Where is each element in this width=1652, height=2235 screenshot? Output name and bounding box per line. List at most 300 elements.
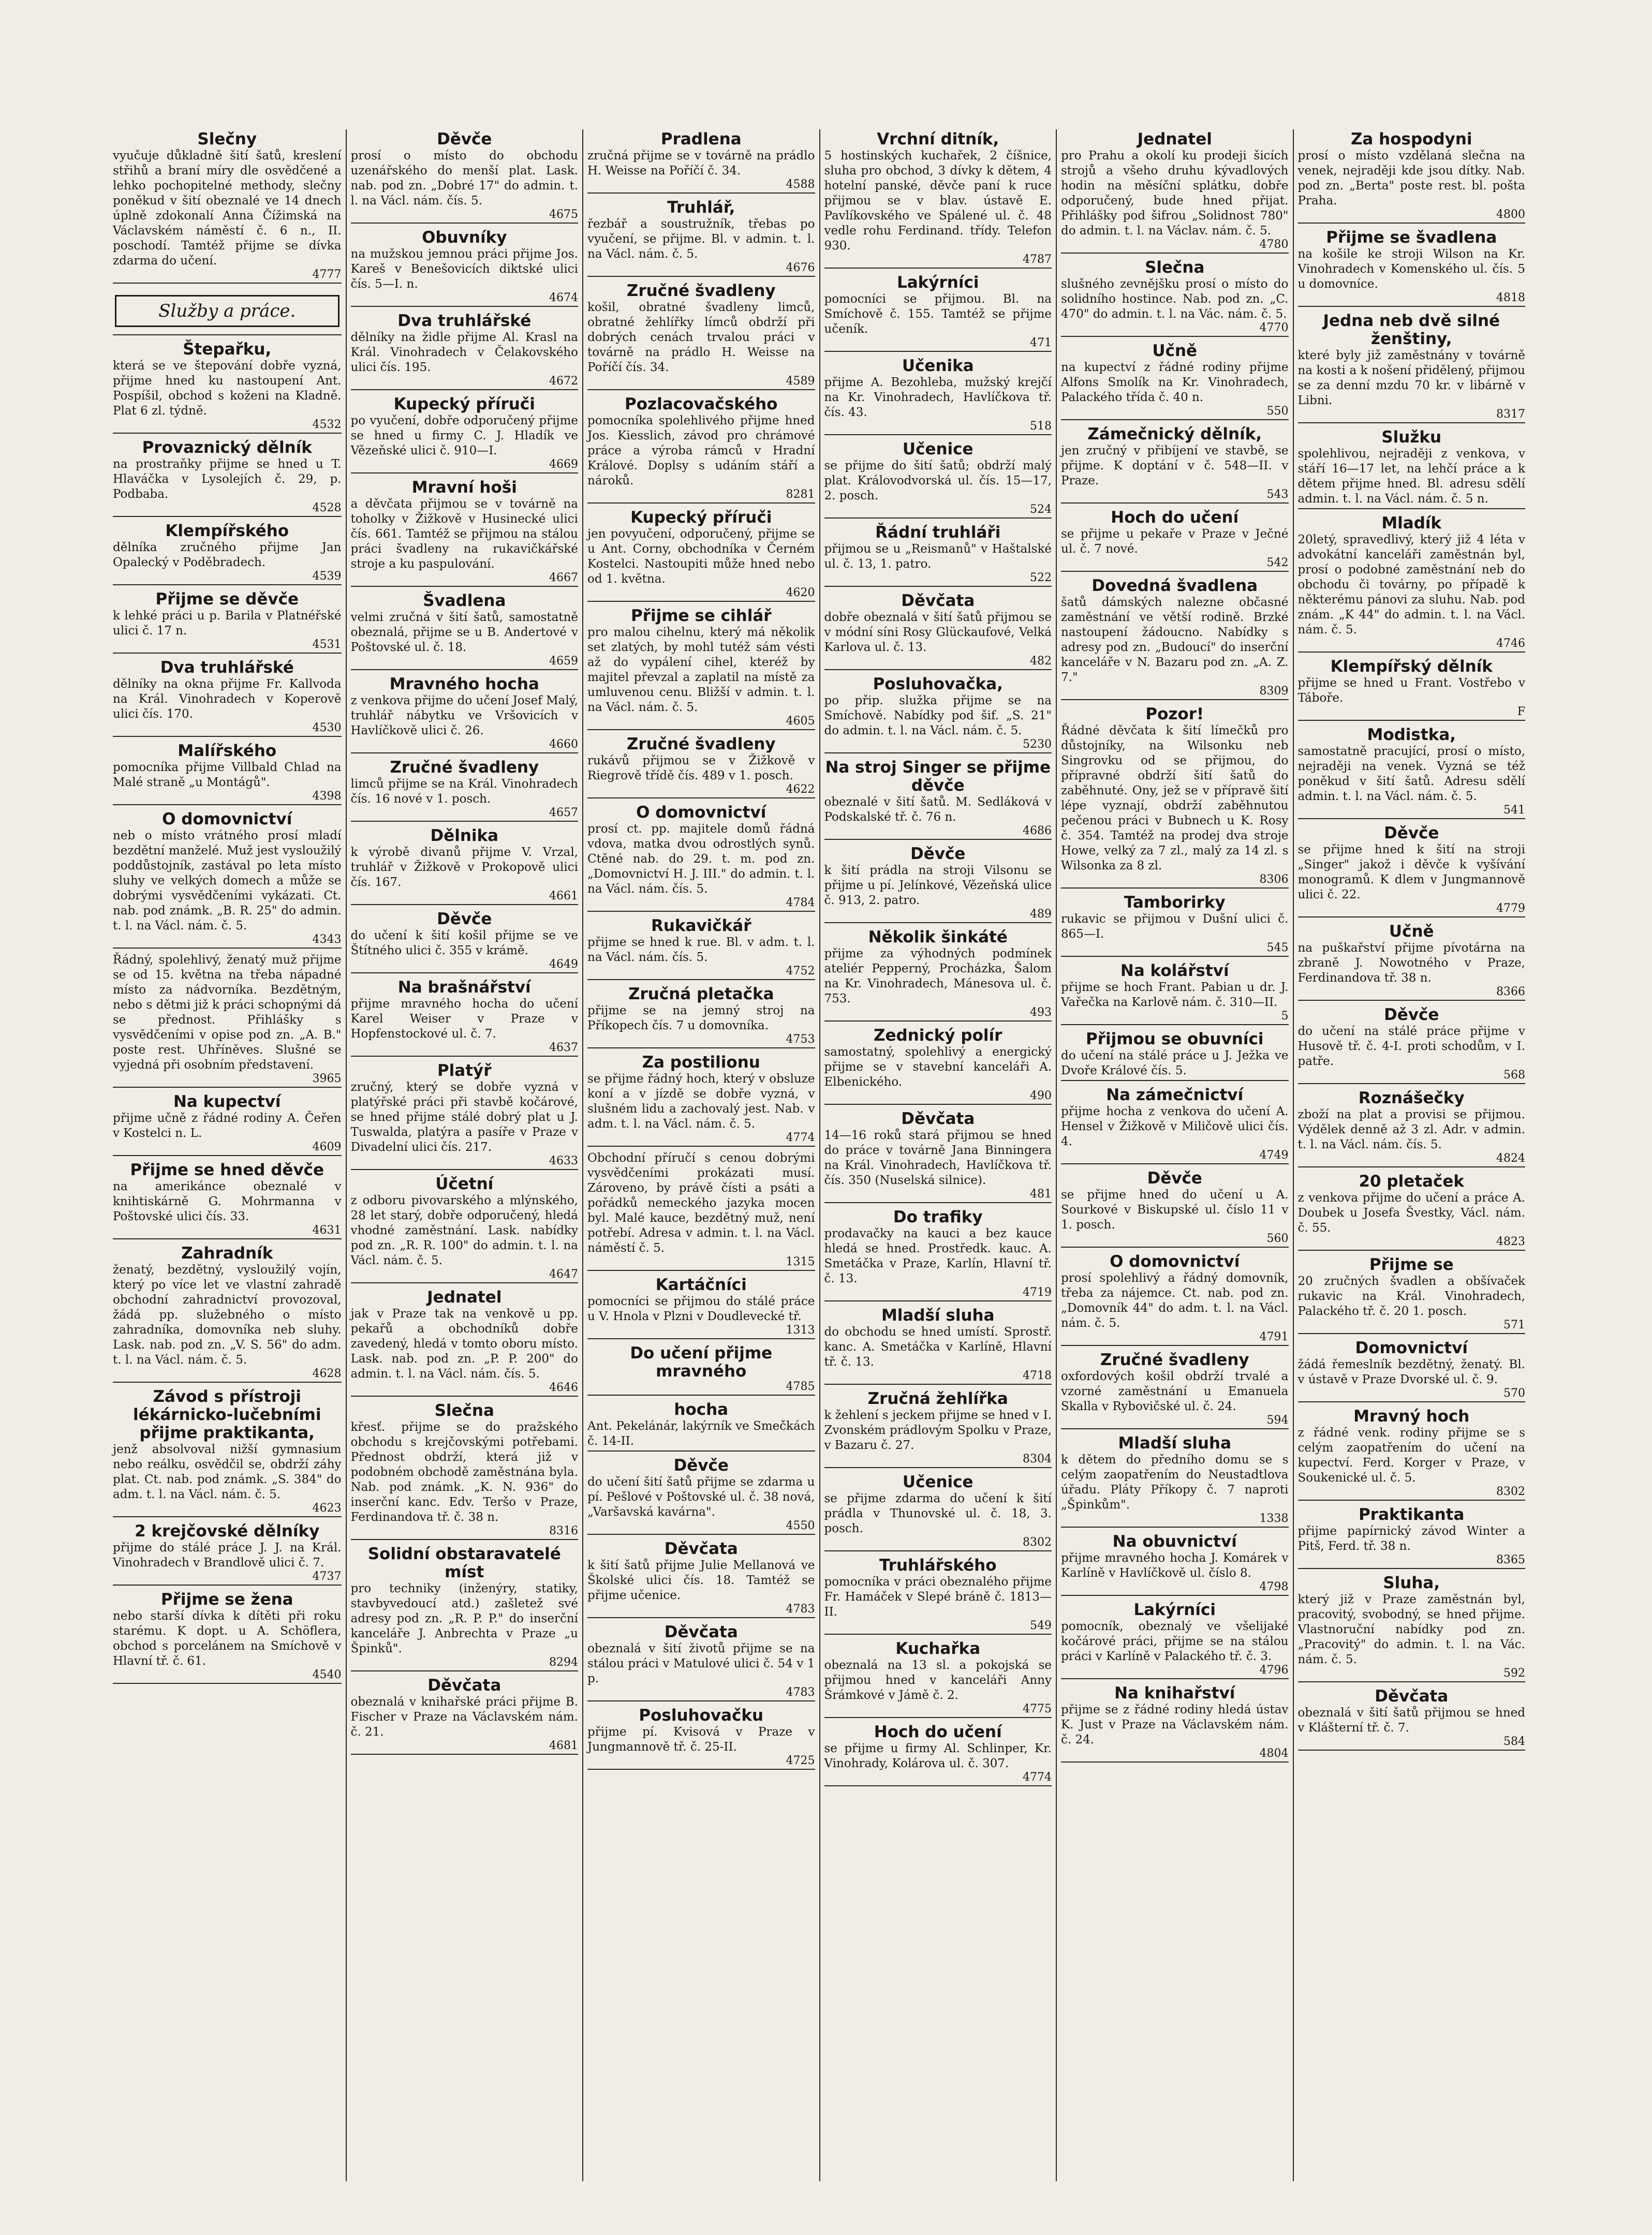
ad-number: 471 bbox=[1030, 336, 1052, 349]
ad-text: se přijme hned do učení u A. Sourkové v Biskupské ul. číslo 11 v 1. posch. bbox=[1061, 1188, 1289, 1232]
classified-ad bbox=[351, 759, 579, 826]
ad-heading: Učně bbox=[1389, 922, 1434, 941]
ad-text: přijme mravného hocha J. Komárek v Karlíně v Havlíčkově ul. číslo 8. bbox=[1061, 1551, 1289, 1580]
ad-text: přijme učně z řádné rodiny A. Čeřen v Kostelci n. L. bbox=[113, 1112, 342, 1140]
ad-number: 4667 bbox=[549, 571, 578, 584]
ad-text: prosí ct. pp. majitele domů řádná vdova, matka dvou odrostlých synů. Ctěné nab. do 29. t. m. pod zn. „Domovnictví H. J. III." do admin. t. l. na Václ. nám. čís. 5. bbox=[587, 822, 815, 896]
classified-ad bbox=[824, 274, 1052, 356]
ad-text: z venkova přijme do učení a práce A. Doubek u Josefa Švestky, Václ. nám. č. 55. bbox=[1297, 1191, 1525, 1235]
ad-separator bbox=[351, 972, 579, 973]
ad-separator bbox=[587, 276, 815, 277]
ad-separator bbox=[1061, 419, 1289, 420]
ad-heading: Děvčata bbox=[664, 1623, 738, 1641]
ad-heading: Děvče bbox=[673, 1456, 729, 1475]
ad-separator bbox=[1298, 652, 1526, 653]
ad-number: 5 bbox=[1281, 1010, 1289, 1023]
ad-text: se přijme hned k šití na stroji „Singer" jakož i děvče k vyšívání monogramů. K dlem v Jungmannově ulici č. 22. bbox=[1297, 843, 1525, 901]
ad-separator bbox=[1061, 1247, 1289, 1248]
classified-ad bbox=[824, 675, 1052, 758]
ad-text: obeznalá v knihařské práci přijme B. Fischer v Praze na Václavském nám. č. 21. bbox=[350, 1695, 578, 1739]
ad-heading: Štepařku, bbox=[183, 340, 272, 359]
ad-number: 571 bbox=[1503, 1319, 1525, 1331]
ad-number: 4752 bbox=[786, 965, 815, 978]
ad-number: 542 bbox=[1266, 556, 1289, 569]
ad-text: po přip. služka přijme se na Smíchově. Nabídky pod šif. „S. 21" do admin. t. l. na Václ. nám. č. 5. bbox=[824, 694, 1052, 737]
classified-ad bbox=[1298, 428, 1526, 513]
ad-heading: Pradlena bbox=[660, 130, 742, 149]
ad-number: 4540 bbox=[312, 1668, 342, 1681]
ad-text: neb o místo vrátného prosí mladí bezdětní manželé. Muž jest vysloužilý poddůstojník, zastával po leta místo sluhy ve velkých domech a může se dobrými vysvědčeními vykázati. Ct. nab. pod známk. „B. R. 25" do admin. t. l. na Václ. nám. č. 5. bbox=[113, 829, 342, 933]
ad-heading: Zednický polír bbox=[874, 1026, 1002, 1045]
classified-ad bbox=[587, 607, 815, 734]
ad-number: 1338 bbox=[1259, 1512, 1289, 1525]
classified-ad bbox=[113, 522, 342, 589]
classified-ad bbox=[113, 1093, 342, 1160]
classified-ad bbox=[1298, 658, 1526, 725]
ad-heading: Lakýrníci bbox=[897, 273, 979, 292]
classified-ad bbox=[1298, 1089, 1526, 1172]
ad-number: 522 bbox=[1030, 571, 1052, 584]
ad-separator bbox=[1298, 422, 1526, 423]
ad-text: dělníky na okna přijme Fr. Kallvoda na Král. Vinohradech v Koperově ulici čís. 170. bbox=[113, 677, 342, 721]
ad-number: 8294 bbox=[549, 1656, 578, 1669]
ad-text: 20letý, spravedlivý, který již 4 léta v advokátní kanceláři zaměstnán byl, prosí o podobné zaměstnání neb do obchodu či továrny, po případě k některému pánovi za sluhu. Nab. pod znám. „K 44" do admin. t. l. na Václ. nám. č. 5. bbox=[1297, 533, 1525, 637]
ad-separator bbox=[1298, 1250, 1526, 1251]
ad-text: prodavačky na kauci a bez kauce hledá se hned. Prostředk. kauc. A. Smetáčka v Praze, Karlín, Hlavní tř. č. 13. bbox=[824, 1227, 1052, 1285]
ad-heading: Děvčata bbox=[664, 1540, 738, 1558]
ad-text: přijme se z řádné rodiny hledá ústav K. Just v Praze na Václavském nám. č. 24. bbox=[1061, 1703, 1289, 1746]
ad-number: 568 bbox=[1503, 1069, 1525, 1082]
ad-heading: Děvče bbox=[437, 130, 492, 149]
ad-separator bbox=[587, 1617, 815, 1618]
ad-number: 4623 bbox=[312, 1502, 342, 1515]
ad-heading: Praktikanta bbox=[1359, 1505, 1465, 1524]
ad-heading: Dva truhlářské bbox=[160, 658, 294, 677]
ad-text: k výrobě divanů přijme V. Vrzal, truhlář v Žižkově v Prokopově ulici čís. 167. bbox=[350, 846, 578, 889]
ad-number: 8365 bbox=[1496, 1553, 1525, 1566]
ad-separator bbox=[824, 1020, 1052, 1022]
ad-separator bbox=[1061, 1163, 1289, 1164]
ad-heading: Truhlářského bbox=[879, 1556, 997, 1575]
ad-text: po vyučení, dobře odporučený přijme se hned u firmy C. J. Hladík ve Vězeňské ulici č. 910—I. bbox=[350, 414, 578, 457]
ad-text: do učení k šití košil přijme se ve Štítného ulici č. 355 v krámě. bbox=[350, 929, 578, 957]
classified-ad bbox=[587, 1540, 815, 1622]
classified-ad bbox=[1061, 425, 1289, 508]
classified-ad bbox=[587, 282, 815, 394]
ad-separator bbox=[1298, 1166, 1526, 1167]
ad-number: 4528 bbox=[312, 501, 342, 514]
ad-separator bbox=[824, 1634, 1052, 1635]
ad-text: Ant. Pekelánár, lakýrník ve Smečkách č. 14-II. bbox=[587, 1419, 815, 1448]
classified-ad bbox=[113, 130, 342, 288]
classified-ad bbox=[587, 199, 815, 281]
ad-text: přijme A. Bezohleba, mužský krejčí na Kr. Vinohradech, Havlíčkova tř. čís. 43. bbox=[824, 376, 1052, 419]
ad-separator bbox=[351, 1169, 579, 1170]
ad-text: na prostraňky přijme se hned u T. Hlaváčka v Lysolejích č. 29, p. Podbaba. bbox=[113, 457, 342, 501]
ad-number: 4725 bbox=[786, 1754, 815, 1767]
ad-text: přijme pí. Kvisová v Praze v Jungmannově tř. č. 25-II. bbox=[587, 1725, 815, 1754]
ad-text: oxfordových košil obdrží trvalé a vzorné zaměstnání u Emanuela Skalla v Rybovičské ul. č. 24. bbox=[1061, 1370, 1289, 1413]
ad-number: 4718 bbox=[1023, 1369, 1052, 1382]
classified-ad bbox=[824, 1307, 1052, 1389]
ad-separator bbox=[113, 948, 342, 949]
classified-ad bbox=[824, 1557, 1052, 1639]
ad-separator bbox=[587, 979, 815, 980]
ad-separator bbox=[1298, 1083, 1526, 1084]
ad-heading: Malířského bbox=[178, 742, 277, 760]
ad-text: přijme mravného hocha do učení Karel Weiser v Praze v Hopfenstockové ul. č. 7. bbox=[350, 997, 578, 1041]
classified-ad bbox=[1298, 1256, 1526, 1338]
ad-heading: Děvčata bbox=[901, 1109, 975, 1128]
classified-ad bbox=[351, 229, 579, 311]
ad-number: 4631 bbox=[312, 1224, 342, 1237]
classified-ad bbox=[1298, 1006, 1526, 1088]
ad-heading: Přijme se hned děvče bbox=[130, 1161, 325, 1179]
ad-separator bbox=[587, 193, 815, 194]
ad-number: 4791 bbox=[1259, 1330, 1289, 1343]
ad-heading: Děvče bbox=[1147, 1169, 1202, 1188]
ad-text: přijme se hned k rue. Bl. v adm. t. l. na Václ. nám. čís. 5. bbox=[587, 936, 815, 964]
ad-separator bbox=[587, 729, 815, 730]
ad-heading: Slečna bbox=[1145, 258, 1205, 277]
ad-number: 482 bbox=[1030, 655, 1052, 668]
classified-ad bbox=[351, 979, 579, 1061]
ad-number: 594 bbox=[1266, 1414, 1289, 1427]
classified-ad bbox=[1061, 1434, 1289, 1532]
ad-text: přijme do stálé práce J. J. na Král. Vinohradech v Brandlově ulici č. 7. bbox=[113, 1541, 342, 1570]
classified-ad bbox=[587, 130, 815, 198]
ad-text: zručný, který se dobře vyzná v platýřské práci při stavbě kočárové, se hned přijme stálé dobrý plat u J. Tuswalda, platýra a pasíře v Praze v Divadelní ulici čís. 217. bbox=[350, 1081, 578, 1154]
ad-text: spolehlivou, nejraději z venkova, v stáří 16—17 let, na lehčí práce a k dětem přijme hned. Bl. adresu sdělí admin. t. l. na Václ. nám. č. 5 n. bbox=[1297, 447, 1525, 506]
column-1 bbox=[109, 129, 346, 2181]
ad-number: 4646 bbox=[549, 1381, 578, 1394]
ad-number: 4633 bbox=[549, 1154, 578, 1167]
ad-separator bbox=[824, 752, 1052, 753]
ad-separator bbox=[113, 516, 342, 517]
classified-ad bbox=[1061, 1684, 1289, 1767]
ad-heading: Jednatel bbox=[1137, 130, 1212, 149]
ad-number: 4779 bbox=[1496, 902, 1525, 915]
classified-ad bbox=[1298, 726, 1526, 823]
column-6 bbox=[1293, 129, 1530, 2181]
classified-ad bbox=[113, 1522, 342, 1590]
ad-heading: Kupecký příruči bbox=[630, 508, 772, 527]
ad-number: 4774 bbox=[786, 1131, 815, 1144]
ad-text: pomocníci se přijmou. Bl. na Smíchově č. 155. Tamtéž se přijme učeník. bbox=[824, 292, 1052, 336]
ad-heading: Lakýrníci bbox=[1133, 1601, 1216, 1619]
ad-text: se přijme u firmy Al. Schlinper, Kr. Vinohrady, Kolárova ul. č. 307. bbox=[824, 1742, 1052, 1770]
ad-separator bbox=[824, 1785, 1052, 1786]
ad-heading: Švadlena bbox=[423, 591, 506, 610]
ad-separator bbox=[351, 1754, 579, 1755]
classified-ad bbox=[824, 130, 1052, 273]
ad-heading: Kuchařka bbox=[895, 1639, 981, 1658]
ad-heading: Kartáčníci bbox=[655, 1276, 747, 1294]
ad-separator bbox=[587, 1338, 815, 1339]
ad-text: šatů dámských nalezne občasné zaměstnání ve větší rodině. Brzké nastoupení žádoucno. Nabídky s adresy pod zn. „Budoucí" do inserční kanceláře v N. Bazaru pod zn. „A. Z. 7." bbox=[1061, 596, 1289, 684]
ad-number: 4530 bbox=[312, 721, 342, 734]
classified-ad bbox=[587, 1054, 815, 1151]
ad-separator bbox=[1298, 720, 1526, 721]
ad-text: jenž absolvoval nižší gymnasium nebo reálku, osvědčil se, obdrží záhy plat. Ct. nab. pod známk. „S. 384" do adm. t. l. na Václ. nám. č. 5. bbox=[113, 1443, 342, 1501]
classified-ad bbox=[587, 1344, 815, 1400]
ad-number: 490 bbox=[1030, 1089, 1052, 1102]
classified-ad bbox=[587, 1151, 815, 1275]
ad-separator bbox=[587, 911, 815, 912]
ad-number: 4780 bbox=[1259, 238, 1289, 251]
ad-separator bbox=[587, 1047, 815, 1048]
ad-heading: Truhlář, bbox=[667, 198, 735, 217]
classified-ad bbox=[587, 395, 815, 508]
ad-number: 518 bbox=[1030, 420, 1052, 433]
classified-ad bbox=[113, 1388, 342, 1521]
ad-heading: Přijme se cihlář bbox=[630, 606, 772, 625]
ad-heading: Pozor! bbox=[1145, 705, 1204, 723]
classified-ad bbox=[587, 1623, 815, 1706]
ad-heading: Zručná pletačka bbox=[628, 985, 774, 1003]
ad-heading: Na stroj Singer se přijme děvče bbox=[825, 758, 1051, 795]
ad-number: 4659 bbox=[549, 655, 578, 668]
ad-text: se přijme do šití šatů; obdrží malý plat. Královodvorská ul. čís. 15—17, 2. posch. bbox=[824, 459, 1052, 502]
ad-number: 4539 bbox=[312, 570, 342, 583]
classified-ad bbox=[351, 312, 579, 394]
classified-ad bbox=[351, 592, 579, 674]
ad-heading: Tamborirky bbox=[1124, 893, 1226, 912]
ad-number: 4661 bbox=[549, 890, 578, 902]
ad-number: 1313 bbox=[786, 1324, 815, 1337]
classified-ad bbox=[113, 590, 342, 658]
ad-text: z řádné venk. rodiny přijme se s celým zaopatřením do učení na kupectví. Ferd. Korger v Praze, v Soukenické ul. č. 5. bbox=[1297, 1426, 1525, 1485]
classified-ad bbox=[1061, 962, 1289, 1029]
classified-ad bbox=[1061, 577, 1289, 704]
ad-text: 20 zručných švadlen a obšívaček rukavic na Král. Vinohradech, Palackého tř. č. 20 1. posch. bbox=[1297, 1275, 1525, 1318]
ad-text: dobře obeznalá v šití šatů přijmou se v módní síni Rosy Glückaufové, Velká Karlova ul. č. 13. bbox=[824, 611, 1052, 654]
ad-heading: Do učení přijme mravného bbox=[630, 1344, 773, 1381]
classified-ad bbox=[113, 953, 342, 1092]
ad-heading: Pozlacovačského bbox=[625, 395, 778, 413]
ad-text: na amerikánce obeznalé v knihtiskárně G. Mohrmanna v Poštovské ulici čís. 33. bbox=[113, 1180, 342, 1223]
ad-separator bbox=[351, 389, 579, 390]
ad-heading: Zručná žehlířka bbox=[867, 1389, 1008, 1408]
ad-number: 4628 bbox=[312, 1367, 342, 1380]
ad-heading: Dělnika bbox=[430, 826, 499, 845]
ad-heading: Za hospodyni bbox=[1350, 130, 1472, 149]
ad-separator bbox=[587, 1146, 815, 1147]
ad-separator bbox=[113, 283, 342, 284]
ad-heading: Jednatel bbox=[427, 1288, 502, 1307]
ad-number: 493 bbox=[1030, 1006, 1052, 1019]
ad-number: 8302 bbox=[1496, 1485, 1525, 1498]
ad-number: 4676 bbox=[786, 261, 815, 274]
ad-text: pro techniky (inženýry, statiky, stavbyvedoucí atd.) zašletež své adresy pod zn. „R. P. P." do inserční kanceláře J. Anbrechta v Praze „u Špinků". bbox=[350, 1582, 578, 1655]
column-4 bbox=[819, 129, 1056, 2181]
column-2 bbox=[346, 129, 583, 2181]
ad-heading: Posluhovačka, bbox=[873, 675, 1003, 693]
ad-heading: Rukavičkář bbox=[651, 916, 751, 935]
ad-number: 4622 bbox=[786, 783, 815, 796]
ad-text: ženatý, bezdětný, vysloužilý vojín, který po více let ve vlastní zahradě obchodní zahradnictví provozoval, žádá pp. služebného o místo zahradníka, domovníka neb sluhy. Lask. nab. pod zn. „V. S. 56" do adm. t. l. na Václ. nám. č. 5. bbox=[113, 1263, 342, 1367]
classified-ad bbox=[587, 1401, 815, 1456]
classified-ad bbox=[113, 659, 342, 741]
ad-number: 4804 bbox=[1259, 1747, 1289, 1760]
ad-heading: Učenice bbox=[902, 440, 974, 458]
ad-separator bbox=[824, 1202, 1052, 1203]
ad-separator bbox=[351, 752, 579, 753]
ad-heading: Platýř bbox=[437, 1061, 492, 1080]
ad-heading: Mravní hoši bbox=[411, 478, 517, 497]
classified-ad bbox=[1061, 894, 1289, 961]
ad-heading: Zručné švadleny bbox=[626, 282, 776, 300]
ad-separator bbox=[1061, 1024, 1289, 1025]
ad-number: 4775 bbox=[1023, 1703, 1052, 1715]
ad-text: pomocníka spolehlivého přijme hned Jos. Kiesslich, závod pro chrámové práce a výroba rámců v Hradní Králové. Doplsy s udáním stáří a nároků. bbox=[587, 414, 815, 487]
ad-text: na mužskou jemnou práci přijme Jos. Kareš v Benešovicích diktské ulici čís. 5—I. n. bbox=[350, 247, 578, 291]
ad-heading: Zručné švadleny bbox=[390, 758, 539, 777]
classified-ad bbox=[824, 1110, 1052, 1207]
ad-number: 4649 bbox=[549, 958, 578, 971]
ad-heading: Slečny bbox=[197, 130, 257, 149]
classified-ad bbox=[351, 1289, 579, 1401]
ad-heading: Posluhovačku bbox=[639, 1706, 764, 1725]
ad-text: přijme se na jemný stroj na Příkopech čís. 7 u domovníka. bbox=[587, 1004, 815, 1032]
ad-number: 4785 bbox=[786, 1380, 815, 1393]
ad-separator bbox=[824, 1104, 1052, 1105]
ad-separator bbox=[587, 601, 815, 602]
ad-heading: Vrchní ditník, bbox=[877, 130, 999, 149]
ad-text: prosí o místo vzdělaná slečna na venek, nejraději kde jsou dítky. Nab. pod zn. „Berta" poste rest. bl. pošta Praha. bbox=[1297, 149, 1525, 208]
ad-separator bbox=[351, 1056, 579, 1057]
classified-page bbox=[109, 129, 1529, 2181]
ad-text: která se ve štepování dobře vyzná, přijme hned ku nastoupení Ant. Pospíšil, obchod s koženi na Kladně. Plat 6 zl. týdně. bbox=[113, 359, 342, 418]
ad-number: 592 bbox=[1503, 1667, 1525, 1680]
classified-ad bbox=[824, 357, 1052, 439]
ad-heading: 2 krejčovské dělníky bbox=[135, 1522, 320, 1541]
ad-heading: Děvčata bbox=[1375, 1687, 1449, 1706]
ad-text: přijme hocha z venkova do učení A. Hensel v Žižkově v Miličově ulici čís. 4. bbox=[1061, 1105, 1289, 1148]
ad-separator bbox=[113, 1382, 342, 1383]
ad-separator bbox=[351, 586, 579, 587]
ad-heading: Děvče bbox=[437, 910, 492, 928]
ad-separator bbox=[113, 804, 342, 805]
classified-ad bbox=[351, 130, 579, 228]
ad-heading: Služku bbox=[1381, 428, 1442, 447]
classified-ad bbox=[113, 742, 342, 809]
ad-text: který již v Praze zaměstnán byl, pracovitý, svobodný, se hned přijme. Vlastnoruční nabídky pod zn. „Pracovitý" do admin. t. l. na Vác. nám. č. 5. bbox=[1297, 1593, 1525, 1666]
ad-separator bbox=[351, 223, 579, 224]
ad-text: do učení na stálé práce přijme v Husově tř. č. 4-I. proti schodům, v I. patře. bbox=[1297, 1025, 1525, 1068]
ad-text: pomocníci se přijmou do stálé práce u V. Hnola v Plzni v Doudlevecké tř. bbox=[587, 1295, 815, 1323]
ad-separator bbox=[1061, 571, 1289, 572]
ad-separator bbox=[1061, 502, 1289, 504]
ad-separator bbox=[1061, 1080, 1289, 1081]
ad-text: k šití šatů přijme Julie Mellanová ve Školské ulici čís. 18. Tamtéž se přijme učenice. bbox=[587, 1559, 815, 1602]
classified-ad bbox=[351, 827, 579, 909]
ad-number: 4737 bbox=[312, 1570, 342, 1583]
classified-ad bbox=[113, 439, 342, 521]
ad-heading: Mravného hocha bbox=[389, 675, 539, 693]
ad-separator bbox=[587, 1450, 815, 1452]
ad-text: samostatně pracující, prosí o místo, nejraději na venek. Vyzná se též poněkud v šití šatů. Adresu sdělí admin. t. l. na Václ. nám. č. 5. bbox=[1297, 745, 1525, 803]
ad-number: 8317 bbox=[1496, 408, 1525, 421]
classified-ad bbox=[351, 1677, 579, 1759]
ad-number: 481 bbox=[1030, 1188, 1052, 1201]
ad-separator bbox=[1061, 1527, 1289, 1528]
classified-ad bbox=[113, 810, 342, 953]
ad-text: na košile ke stroji Wilson na Kr. Vinohradech v Komenského ul. čís. 5 u domovníce. bbox=[1297, 247, 1525, 291]
ad-text: z venkova přijme do učení Josef Malý, truhlář nábytku ve Vršovicích v Havlíčkově ulici č. 26. bbox=[350, 694, 578, 737]
classified-ad bbox=[351, 1402, 579, 1544]
ad-number: 4609 bbox=[312, 1141, 342, 1153]
ad-number: 4550 bbox=[786, 1519, 815, 1532]
ad-heading: Přijmou se obuvníci bbox=[1086, 1030, 1264, 1048]
ad-number: 8306 bbox=[1259, 873, 1289, 886]
ad-heading: Solidní obstaravatelé míst bbox=[367, 1545, 561, 1581]
classified-ad bbox=[587, 1457, 815, 1539]
classified-ad bbox=[351, 1062, 579, 1174]
classified-ad bbox=[824, 845, 1052, 927]
ad-separator bbox=[1061, 1345, 1289, 1346]
classified-ad bbox=[1298, 1173, 1526, 1255]
ad-number: 4796 bbox=[1259, 1664, 1289, 1677]
ad-heading: Na brašnářství bbox=[397, 978, 531, 997]
ad-separator bbox=[1061, 253, 1289, 254]
ad-text: k dětem do předního domu se s celým zaopatřením do Neustadtlova úřadu. Pláty Příkopy č. 7 naproti „Špinkům". bbox=[1061, 1453, 1289, 1512]
ad-text: dělníky na židle přijme Al. Krasl na Král. Vinohradech v Čelakovského ulici čís. 195. bbox=[350, 331, 578, 374]
ad-heading: Zručné švadleny bbox=[1100, 1351, 1249, 1369]
ad-number: 524 bbox=[1030, 503, 1052, 516]
ad-heading: Zručné švadleny bbox=[626, 735, 776, 753]
ad-number: 4589 bbox=[786, 375, 815, 388]
classified-ad bbox=[1061, 130, 1289, 258]
classified-ad bbox=[1061, 1170, 1289, 1252]
ad-text: do obchodu se hned umístí. Sprostř. kanc. A. Smetáčka v Karlíně, Hlavní tř. č. 13. bbox=[824, 1325, 1052, 1369]
ad-heading: Hoch do učení bbox=[1111, 508, 1239, 527]
ad-heading: Sluha, bbox=[1383, 1574, 1440, 1592]
ad-text: přijme papírnický závod Winter a Pitš, Ferd. tř. 38 n. bbox=[1297, 1524, 1525, 1553]
ad-text: velmi zručná v šití šatů, samostatně obeznalá, přijme se u B. Andertové v Poštovské ul. č. 18. bbox=[350, 611, 578, 654]
classified-ad bbox=[351, 1545, 579, 1676]
ad-number: 4531 bbox=[312, 638, 342, 651]
ad-separator bbox=[113, 334, 342, 335]
ad-separator bbox=[351, 1539, 579, 1540]
ad-heading: Přijme se bbox=[1369, 1255, 1454, 1274]
ad-text: Řádné děvčata k šití límečků pro důstojníky, na Wilsonku neb Singrovku od se přijmou, do přípravné obdrží šití šatů do zaběhnuté. Ony, jež se v přípravě šití lépe vyznají, obdrží zaběhnutou pečenou práci v Bubnech u K. Rosy č. 354. Tamtéž na prodej dva stroje Howe, velký za 7 zl., malý za 14 zl. s Wilsonka za 8 zl. bbox=[1061, 724, 1289, 872]
ad-number: 8316 bbox=[549, 1524, 578, 1537]
ad-heading: Jedna neb dvě silné ženštiny, bbox=[1323, 312, 1500, 348]
ad-separator bbox=[1298, 916, 1526, 917]
classified-ad bbox=[1061, 1601, 1289, 1683]
ad-heading: Na kolářství bbox=[1120, 961, 1229, 980]
ad-heading: Přijme se švadlena bbox=[1326, 228, 1497, 247]
ad-number: 8304 bbox=[1023, 1453, 1052, 1466]
ad-number: 4770 bbox=[1259, 321, 1289, 334]
ad-number: 5230 bbox=[1023, 738, 1052, 751]
ad-number: 570 bbox=[1503, 1387, 1525, 1400]
ad-heading: Klempířský dělník bbox=[1330, 657, 1493, 676]
ad-separator bbox=[1061, 336, 1289, 337]
ad-heading: Zámečnický dělník, bbox=[1087, 425, 1262, 443]
classified-ad bbox=[351, 395, 579, 478]
ad-text: Obchodní příručí s cenou dobrými vysvědčeními prokázati musí. Zároveno, by právě čísti a psáti a pořádků nemeckého jazyka mocen byl. Malé kauce, bezdětný muž, není potřebí. Adresa v admin. t. l. na Václ. náměstí č. 5. bbox=[587, 1151, 815, 1255]
ad-heading: Zahradník bbox=[181, 1244, 273, 1263]
classified-ad bbox=[824, 524, 1052, 591]
classified-ad bbox=[113, 295, 342, 339]
ad-separator bbox=[1298, 818, 1526, 819]
ad-heading: Závod s přístroji lékárnicko-lučebními přijme praktikanta, bbox=[133, 1387, 321, 1442]
ad-text: do učení na stálé práce u J. Ježka ve Dvoře Králové čís. 5. bbox=[1061, 1049, 1289, 1077]
ad-separator bbox=[1298, 1568, 1526, 1569]
classified-ad bbox=[824, 1723, 1052, 1790]
